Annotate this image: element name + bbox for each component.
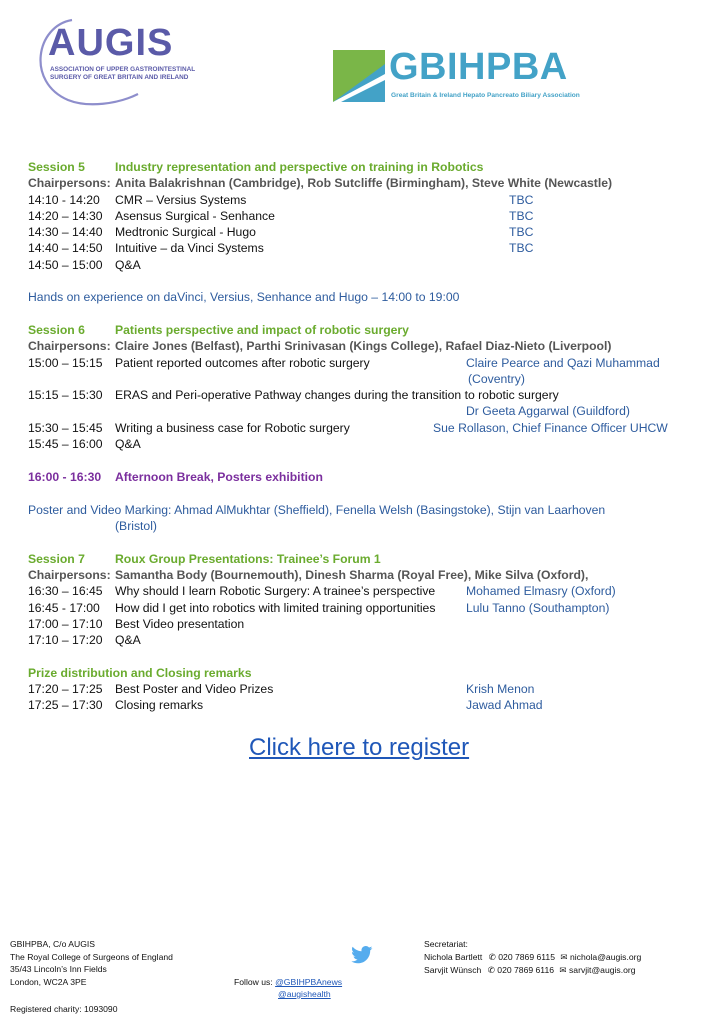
- session6-title: Patients perspective and impact of robotic surgery: [115, 323, 409, 337]
- footer-address: [10, 938, 173, 988]
- hands-on-notice: Hands on experience on daVinci, Versius, Senhance and Hugo – 14:00 to 19:00: [28, 290, 460, 304]
- session5-row-speaker: TBC: [509, 241, 534, 255]
- session7-row-title: Best Video presentation: [115, 617, 245, 631]
- twitter-link-gbihpba[interactable]: @GBIHPBAnews: [275, 977, 343, 987]
- augis-subtitle-1: ASSOCIATION OF UPPER GASTROINTESTINAL: [50, 66, 196, 73]
- session6-row-speaker: Dr Geeta Aggarwal (Guildford): [466, 404, 630, 418]
- session7-row-time: 16:30 – 16:45: [28, 584, 103, 598]
- contact-phone: 020 7869 6115: [498, 952, 555, 962]
- session7-row-speaker: Lulu Tanno (Southampton): [466, 601, 610, 615]
- secretariat-contact: [424, 951, 641, 964]
- session7-number: Session 7: [28, 552, 85, 566]
- gbihpba-emblem: [333, 50, 385, 102]
- mail-icon: ✉: [560, 952, 568, 962]
- registered-charity: Registered charity: 1093090: [10, 1004, 118, 1014]
- session7-title: Roux Group Presentations: Trainee’s Forum 1: [115, 552, 381, 566]
- contact-name: Nichola Bartlett: [424, 952, 483, 962]
- session5-row-title: CMR – Versius Systems: [115, 193, 247, 207]
- session5-row-time: 14:40 – 14:50: [28, 241, 103, 255]
- session7-chairs: Samantha Body (Bournemouth), Dinesh Sharma (Royal Free), Mike Silva (Oxford),: [115, 568, 589, 582]
- session5-row-title: Intuitive – da Vinci Systems: [115, 241, 264, 255]
- augis-subtitle-2: SURGERY OF GREAT BRITAIN AND IRELAND: [50, 74, 189, 81]
- session6-row-speaker: Claire Pearce and Qazi Muhammad: [466, 356, 660, 370]
- session5-row-speaker: TBC: [509, 209, 534, 223]
- gbihpba-wordmark: GBIHPBA: [389, 46, 568, 88]
- phone-icon: ✆: [487, 965, 495, 975]
- twitter-link-augis[interactable]: @augishealth: [278, 989, 331, 999]
- contact-email[interactable]: sarvjit@augis.org: [569, 965, 636, 975]
- follow-us: [234, 976, 342, 989]
- session5-chair-label: Chairpersons:: [28, 176, 111, 190]
- session6-row-speaker: Sue Rollason, Chief Finance Officer UHCW: [433, 421, 668, 435]
- session5-row-time: 14:30 – 14:40: [28, 225, 103, 239]
- closing-row-time: 17:20 – 17:25: [28, 682, 103, 696]
- secretariat-contact: [424, 964, 636, 977]
- session7-row-speaker: Mohamed Elmasry (Oxford): [466, 584, 616, 598]
- session7-row-time: 17:00 – 17:10: [28, 617, 103, 631]
- session5-row-speaker: TBC: [509, 193, 534, 207]
- session6-chair-label: Chairpersons:: [28, 339, 111, 353]
- poster-marking-line-1: Poster and Video Marking: Ahmad AlMukhtar (Sheffield), Fenella Welsh (Basingstoke), Stijn van Laarhoven: [28, 503, 606, 517]
- session5-row-time: 14:50 – 15:00: [28, 258, 103, 272]
- session6-row-time: 15:45 – 16:00: [28, 437, 103, 451]
- gbihpba-tagline: Great Britain & Ireland Hepato Pancreato Biliary Association: [391, 92, 580, 99]
- session6-number: Session 6: [28, 323, 85, 337]
- session6-row-speaker-affiliation: (Coventry): [468, 372, 525, 386]
- session6-row-title: Writing a business case for Robotic surgery: [115, 421, 350, 435]
- twitter-icon[interactable]: [351, 946, 373, 964]
- session6-row-time: 15:30 – 15:45: [28, 421, 103, 435]
- session5-title: Industry representation and perspective on training in Robotics: [115, 160, 484, 174]
- contact-email[interactable]: nichola@augis.org: [569, 952, 642, 962]
- contact-phone: 020 7869 6116: [497, 965, 555, 975]
- phone-icon: ✆: [488, 952, 496, 962]
- session7-row-time: 16:45 - 17:00: [28, 601, 100, 615]
- session5-number: Session 5: [28, 160, 85, 174]
- session6-chairs: Claire Jones (Belfast), Parthi Srinivasan (Kings College), Rafael Diaz-Nieto (Liverpool): [115, 339, 612, 353]
- register-link[interactable]: Click here to register: [249, 734, 470, 761]
- session7-row-time: 17:10 – 17:20: [28, 633, 103, 647]
- gbihpba-logo: [333, 46, 593, 106]
- closing-row-time: 17:25 – 17:30: [28, 698, 103, 712]
- follow-us-label: Follow us:: [234, 977, 276, 987]
- session6-row-time: 15:15 – 15:30: [28, 388, 103, 402]
- break-time: 16:00 - 16:30: [28, 470, 102, 484]
- break-title: Afternoon Break, Posters exhibition: [115, 470, 323, 484]
- address-line: 35/43 Lincoln’s Inn Fields: [10, 964, 107, 975]
- poster-marking-line-2: (Bristol): [115, 519, 157, 533]
- augis-logo: [28, 12, 208, 108]
- augis-wordmark: AUGIS: [48, 22, 174, 64]
- session5-chairs: Anita Balakrishnan (Cambridge), Rob Sutcliffe (Birmingham), Steve White (Newcastle): [115, 176, 613, 190]
- session7-chair-label: Chairpersons:: [28, 568, 111, 582]
- closing-title: Prize distribution and Closing remarks: [28, 666, 252, 680]
- address-line: The Royal College of Surgeons of England: [10, 951, 173, 962]
- closing-row-title: Best Poster and Video Prizes: [115, 682, 274, 696]
- closing-row-title: Closing remarks: [115, 698, 204, 712]
- session5-row-title: Q&A: [115, 258, 141, 272]
- mail-icon: ✉: [559, 965, 567, 975]
- session5-row-speaker: TBC: [509, 225, 534, 239]
- contact-name: Sarvjit Wünsch: [424, 965, 482, 975]
- session5-row-title: Asensus Surgical - Senhance: [115, 209, 275, 223]
- address-line: GBIHPBA, C/o AUGIS: [10, 939, 96, 949]
- session5-row-time: 14:10 - 14:20: [28, 193, 100, 207]
- session6-row-title: ERAS and Peri-operative Pathway changes during the transition to robotic surgery: [115, 388, 559, 402]
- closing-row-speaker: Jawad Ahmad: [466, 698, 543, 712]
- session7-row-title: Why should I learn Robotic Surgery: A trainee’s perspective: [115, 584, 436, 598]
- closing-row-speaker: Krish Menon: [466, 682, 535, 696]
- session5-row-title: Medtronic Surgical - Hugo: [115, 225, 256, 239]
- session6-row-title: Patient reported outcomes after robotic surgery: [115, 356, 370, 370]
- session6-row-title: Q&A: [115, 437, 141, 451]
- address-line: London, WC2A 3PE: [10, 976, 87, 987]
- session7-row-title: Q&A: [115, 633, 141, 647]
- session6-row-time: 15:00 – 15:15: [28, 356, 103, 370]
- secretariat-label: Secretariat:: [424, 939, 468, 949]
- session5-row-time: 14:20 – 14:30: [28, 209, 103, 223]
- session7-row-title: How did I get into robotics with limited training opportunities: [115, 601, 436, 615]
